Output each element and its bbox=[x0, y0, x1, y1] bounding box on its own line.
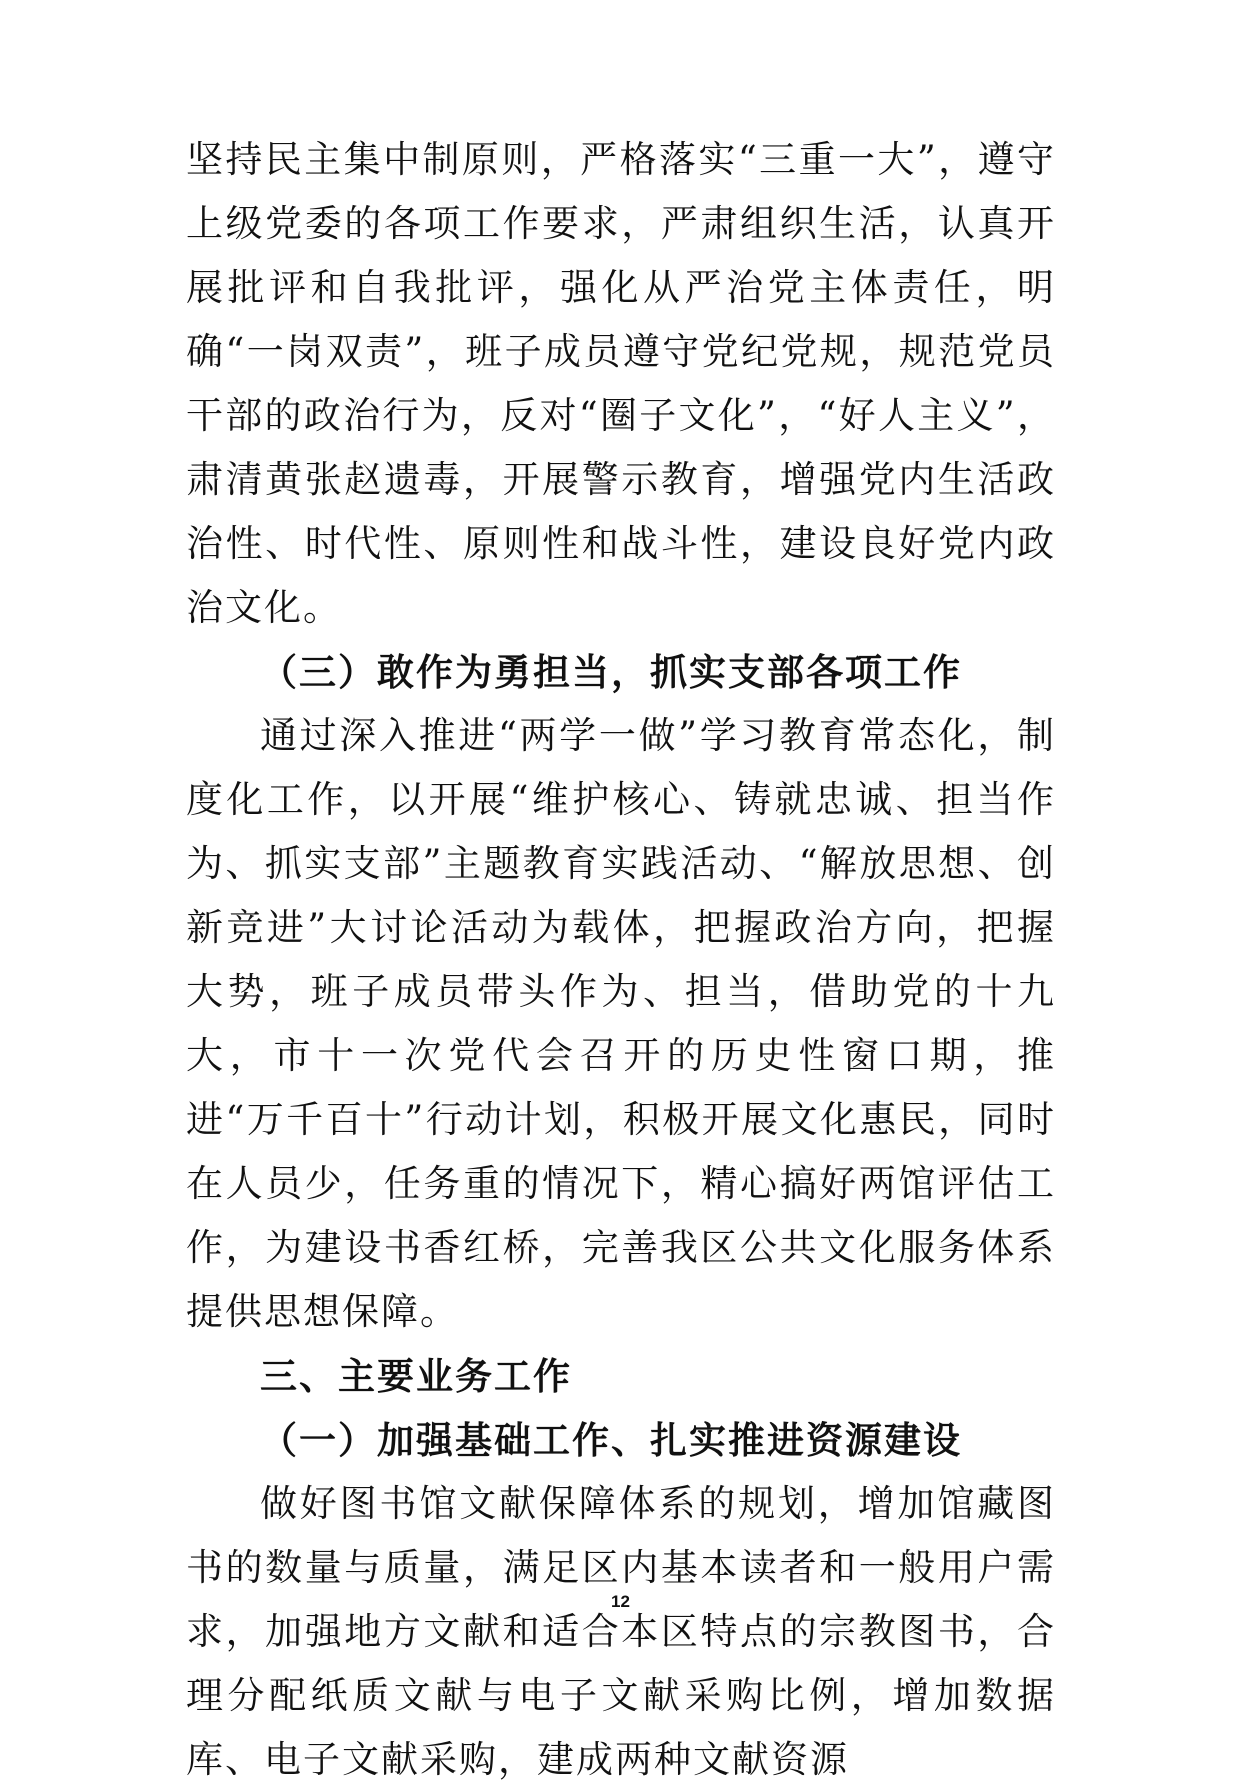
paragraph-2: 通过深入推进“两学一做”学习教育常态化，制度化工作，以开展“维护核心、铸就忠诚、担当作为、抓实支部”主题教育实践活动、“解放思想、创新竞进”大讨论活动为载体，把握政治方向，把握大势，班子成员带头作为、担当，借助党的十九大，市十一次党代会召开的历史性窗口期，推进“万千百十”行动计划，积极开展文化惠民，同时在人员少，任务重的情况下，精心搞好两馆评估工作，为建设书香红桥，完善我区公共文化服务体系提供思想保障。 bbox=[186, 714, 1056, 1333]
chapter-heading-main-business: 三、主要业务工作 bbox=[260, 1354, 572, 1398]
section-heading-3: （三）敢作为勇担当，抓实支部各项工作 bbox=[260, 650, 962, 694]
paragraph-1: 坚持民主集中制原则，严格落实“三重一大”，遵守上级党委的各项工作要求，严肃组织生活，认真开展批评和自我批评，强化从严治党主体责任，明确“一岗双责”，班子成员遵守党纪党规，规范党员干部的政治行为，反对“圈子文化”，“好人主义”，肃清黄张赵遗毒，开展警示教育，增强党内生活政治性、时代性、原则性和战斗性，建设良好党内政治文化。 bbox=[186, 138, 1056, 629]
text-block bbox=[186, 128, 1056, 1792]
paragraph-3: 做好图书馆文献保障体系的规划，增加馆藏图书的数量与质量，满足区内基本读者和一般用户需求，加强地方文献和适合本区特点的宗教图书，合理分配纸质文献与电子文献采购比例，增加数据库、电子文献采购，建成两种文献资源 bbox=[186, 1482, 1056, 1781]
page-number: 12 bbox=[611, 1592, 630, 1611]
section-heading-1: （一）加强基础工作、扎实推进资源建设 bbox=[260, 1418, 962, 1462]
